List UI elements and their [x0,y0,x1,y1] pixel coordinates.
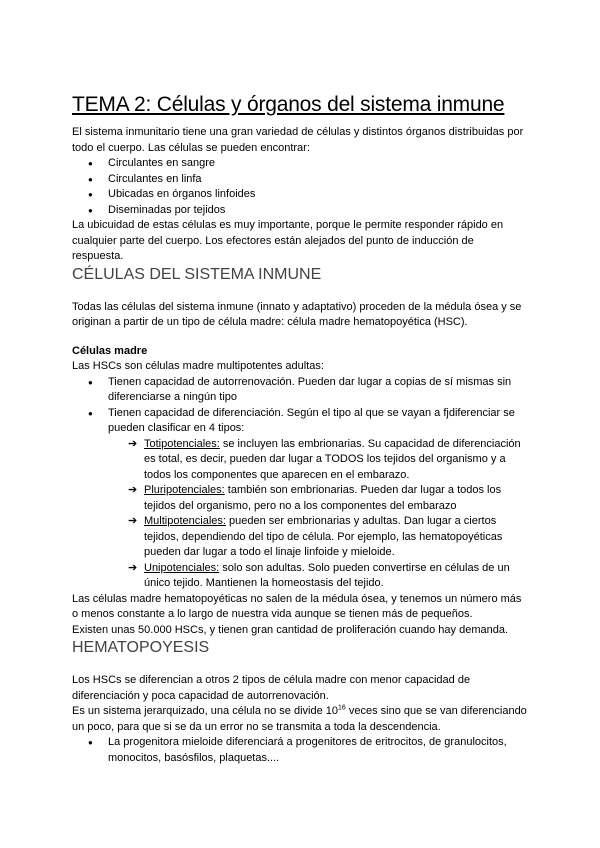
list-item: ● Ubicadas en órganos linfoides [72,187,528,203]
arrow-icon: ➔ [128,484,138,496]
term-label: Pluripotenciales: [144,484,225,496]
document-page [72,92,528,766]
ubiquity-paragraph: La ubicuidad de estas células es muy importante, porque le permite responder rápido en cualquier parte del cuerpo. Los efectores están alejados del punto de inducción de respuesta. [72,219,504,262]
list-item: ● Circulantes en sangre [72,156,528,172]
closing-paragraph: Las células madre hematopoyéticas no salen de la médula ósea, y tenemos un número más o menos constante a lo largo de nuestra vida aunque se tienen más de pequeños. [72,592,522,620]
exponent: 16 [338,704,346,712]
hierarchy-paragraph: Es un sistema jerarquizado, una célula no se divide $10^{16}$ veces sino que se van diferenciando un poco, para que si se da un error no se transmita a toda la descendencia. [72,704,527,733]
term-label: Totipotenciales: [144,437,220,450]
potency-types-list [72,437,528,592]
location-list [72,156,528,218]
intro-paragraph: El sistema inmunitario tiene una gran variedad de células y distintos órganos distribuidas por todo el cuerpo. Las células se pueden encontrar: [72,126,524,154]
list-item: ● La progenitora mieloide diferenciará a progenitores de eritrocitos, de granulocitos, monocitos, basósfilos, plaquetas.... [72,735,528,766]
list-item [72,561,528,592]
term-description: se incluyen las embrionarias. Su capacidad de diferenciación es total, es decir, pueden dar lugar a TODOS los tejidos del organismo y a todos los componentes que aparecen en el embarazo. [144,437,521,481]
term-label: Unipotenciales: [144,561,220,574]
list-item: ● Tienen capacidad de diferenciación. Según el tipo al que se vayan a fjdiferenciar se pueden clasificar en 4 tipos: [72,406,528,437]
list-item: ● Circulantes en linfa [72,172,528,188]
section-heading-hematopoiesis: HEMATOPOYESIS [72,639,210,656]
list-item: ● Tienen capacidad de autorrenovación. Pueden dar lugar a copias de sí mismas sin diferenciarse a ningún tipo [72,375,528,406]
subheading-stem-cells: Células madre [72,344,148,357]
list-item [72,437,528,484]
progenitor-list [72,735,528,766]
list-item [72,514,528,561]
stem-cells-intro: Las HSCs son células madre multipotentes adultas: [72,360,324,372]
list-item: ● Diseminadas por tejidos [72,203,528,219]
arrow-icon: ➔ [128,561,138,574]
section-heading-cells: CÉLULAS DEL SISTEMA INMUNE [72,265,322,283]
closing-paragraph: Existen unas 50.000 HSCs, y tienen gran cantidad de proliferación cuando hay demanda. [72,623,509,636]
arrow-icon: ➔ [128,437,138,450]
term-label: Multipotenciales: [144,515,226,527]
hematopoiesis-paragraph: Los HSCs se diferencian a otros 2 tipos de célula madre con menor capacidad de diferenciación y poca capacidad de autorrenovación. [72,674,471,702]
term-description: también son embrionarias. Pueden dar lugar a todos los tejidos del organismo, pero no a los componentes del embarazo [144,484,502,512]
list-item [72,483,528,514]
page-title: TEMA 2: Células y órganos del sistema inmune [72,93,505,116]
arrow-icon: ➔ [128,515,138,527]
origin-paragraph: Todas las células del sistema inmune (innato y adaptativo) proceden de la médula ósea y se originan a partir de un tipo de célula madre: célula madre hematopoyética (HSC). [72,300,522,328]
term-description: pueden ser embrionarias y adultas. Dan lugar a ciertos tejidos, dependiendo del tipo de célula. Por ejemplo, las hematopoyéticas pueden dar lugar a todo el linaje linfoide y mieloide. [144,515,503,558]
stem-cell-properties-list [72,375,528,437]
term-description: solo son adultas. Solo pueden convertirse en células de un único tejido. Mantienen la homeostasis del tejido. [144,561,510,589]
